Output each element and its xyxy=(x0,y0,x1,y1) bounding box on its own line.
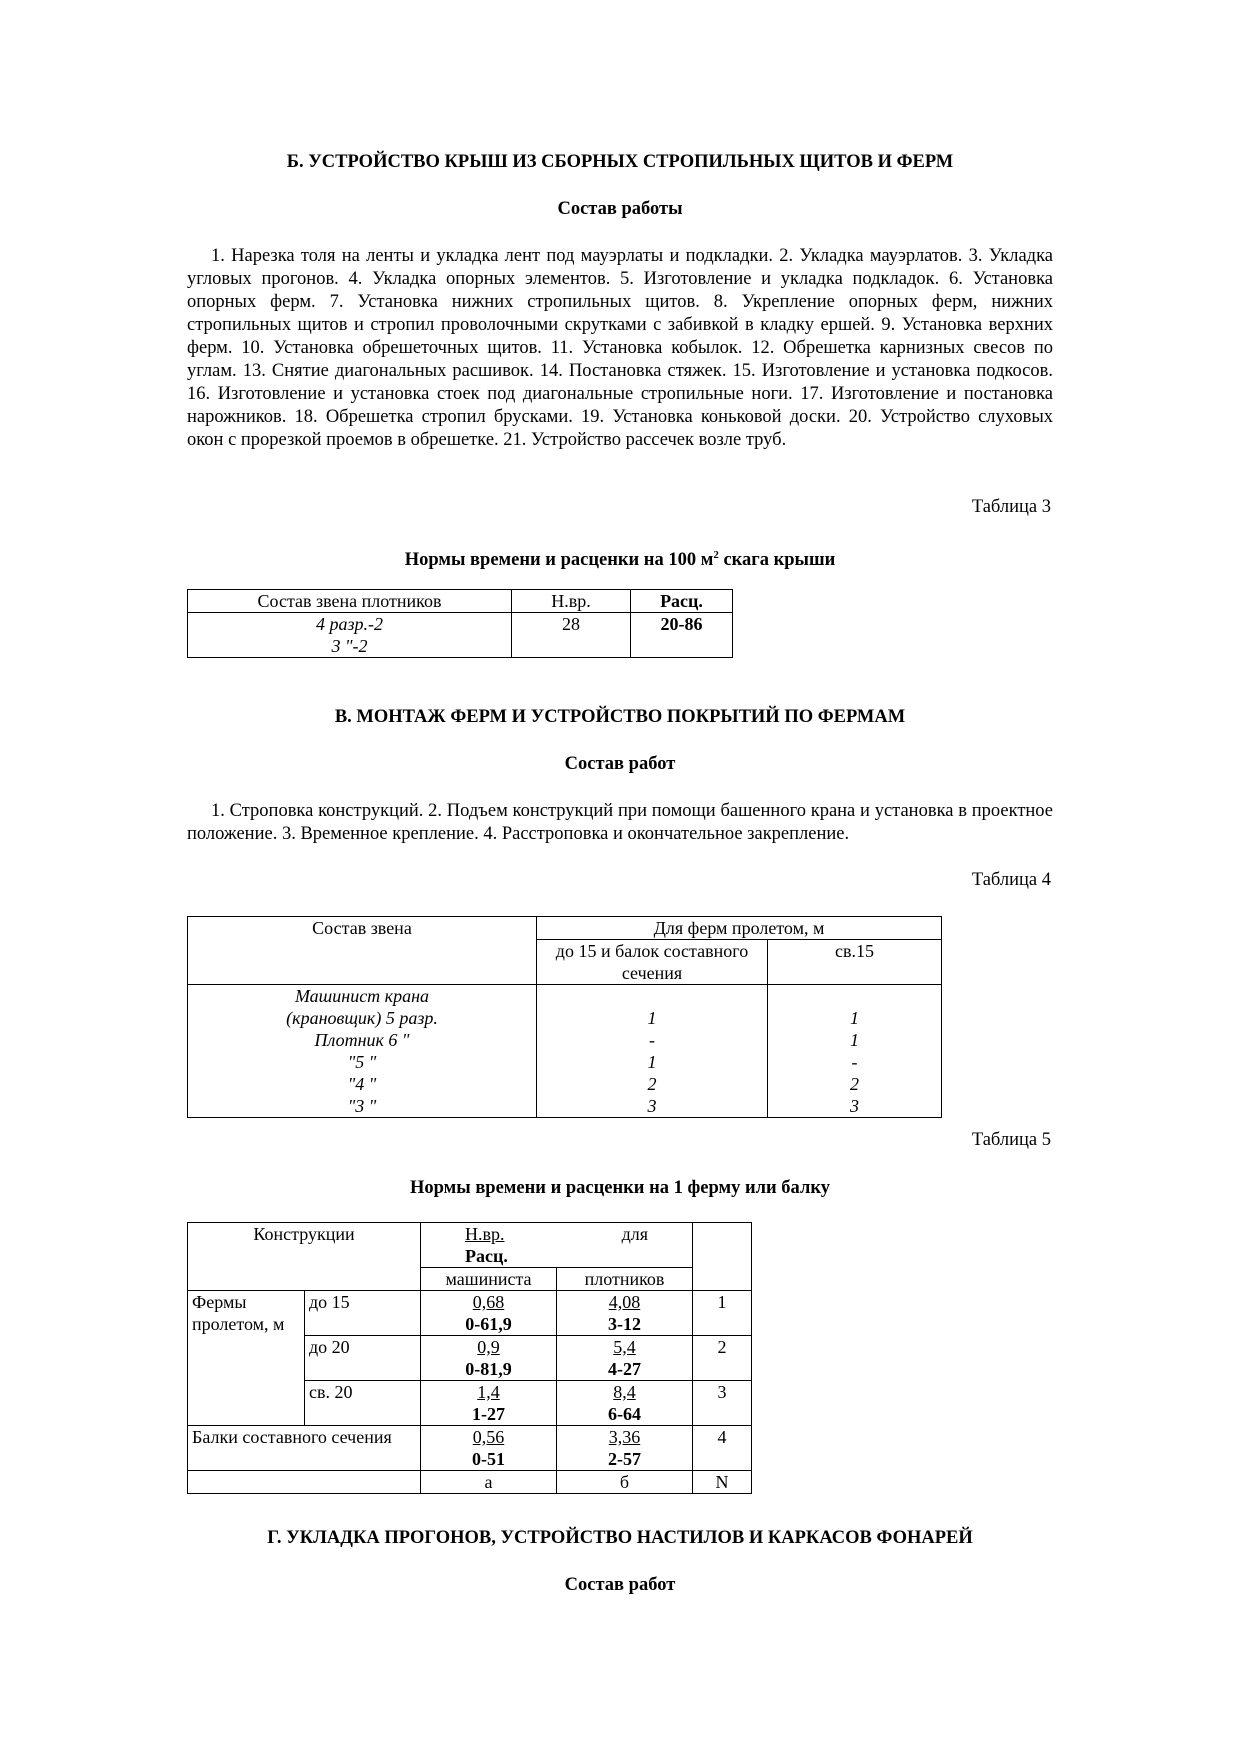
table5-header-carpenters: плотников xyxy=(557,1268,693,1291)
table4-row-name: "3 " xyxy=(347,1096,377,1116)
table4-row-name: "4 " xyxy=(347,1074,377,1094)
section-b-paragraph xyxy=(187,245,1053,452)
table4-crew-names xyxy=(188,985,537,1118)
table4-row-name: "5 " xyxy=(347,1052,377,1072)
table5-row2-carpenters xyxy=(557,1336,693,1381)
table5-header-norm-rate xyxy=(421,1223,693,1268)
table4-col1-value: 3 xyxy=(647,1096,657,1116)
table5-footer-a: а xyxy=(421,1471,557,1494)
table4-row-name: Машинист крана xyxy=(294,986,430,1006)
table4 xyxy=(187,916,942,1118)
table5-row2-c-norm: 5,4 xyxy=(613,1337,636,1357)
table5-row2-c-rate: 4-27 xyxy=(608,1359,641,1379)
table5-row1-machinist xyxy=(421,1291,557,1336)
section-b-text: 1. Нарезка толя на ленты и укладка лент под мауэрлаты и подкладки. 2. Укладка мауэрлатов. 3. Укладка угловых прогонов. 4. Укладка опорных элементов. 5. Изготовление и укладка подкладок. 6. Установка опорных ферм. 7. Установка нижних стропильных щитов. 8. Укрепление опорных ферм, нижних стропильных щитов и стропил проволочными скрутками с забивкой в кладку ершей. 9. Установка верхних ферм. 10. Установка обрешеточных щитов. 11. Установка кобылок. 12. Обрешетка карнизных свесов по углам. 13. Снятие диагональных расшивок. 14. Постановка стяжек. 15. Изготовление и установка подкосов. 16. Изготовление и установка стоек под диагональные стропильные ноги. 17. Изготовление и постановка нарожников. 18. Обрешетка стропил брусками. 19. Установка коньковой доски. 20. Устройство слуховых окон с прорезкой проемов в обрешетке. 21. Устройство рассечек возле труб. xyxy=(187,246,1053,450)
table5-row3-machinist xyxy=(421,1381,557,1426)
table5-row1-m-rate: 0-61,9 xyxy=(465,1314,512,1334)
table4-header-col1: до 15 и балок составного сечения xyxy=(537,940,768,985)
table5-beams-c-rate: 2-57 xyxy=(608,1449,641,1469)
table4-col2-value: - xyxy=(851,1052,858,1072)
table3-crew-cell xyxy=(188,613,512,658)
table5-beams-n: 4 xyxy=(693,1426,752,1471)
table5-beams-label: Балки составного сечения xyxy=(188,1426,421,1471)
table5-label: Таблица 5 xyxy=(971,1130,1051,1150)
table5-header-machinist: машиниста xyxy=(421,1268,557,1291)
table4-col1-value: 1 xyxy=(647,1052,657,1072)
table5-row2-span: до 20 xyxy=(305,1336,421,1381)
table4-col1-values xyxy=(537,985,768,1118)
table5-row2-machinist xyxy=(421,1336,557,1381)
table4-col2-value: 1 xyxy=(850,1030,859,1050)
table4-header-col2: св.15 xyxy=(768,940,942,985)
table5-beams-machinist xyxy=(421,1426,557,1471)
table4-header-span: Для ферм пролетом, м xyxy=(537,917,942,940)
section-b-title: Б. УСТРОЙСТВО КРЫШ ИЗ СБОРНЫХ СТРОПИЛЬНЫХ ЩИТОВ И ФЕРМ xyxy=(286,152,954,172)
table5-row1-c-rate: 3-12 xyxy=(608,1314,641,1334)
table5-header-norm: Н.вр. xyxy=(465,1224,505,1244)
table5-row1-m-norm: 0,68 xyxy=(472,1292,505,1312)
table5-row1-n: 1 xyxy=(693,1291,752,1336)
section-v-text: 1. Строповка конструкций. 2. Подъем конструкций при помощи башенного крана и установка в проектное положение. 3. Временное крепление. 4. Расстроповка и окончательное закрепление. xyxy=(187,801,1053,844)
table3-header-rate: Расц. xyxy=(631,590,733,613)
table4-label: Таблица 4 xyxy=(971,870,1051,890)
table5-row1-carpenters xyxy=(557,1291,693,1336)
table5-caption: Нормы времени и расценки на 1 ферму или балку xyxy=(410,1178,830,1198)
table3-caption-sup: 2 xyxy=(713,549,719,561)
table3-crew-line: 3 "-2 xyxy=(331,636,368,656)
table5-row3-m-norm: 1,4 xyxy=(477,1382,500,1402)
table3-norm: 28 xyxy=(512,613,631,658)
table5-row3-carpenters xyxy=(557,1381,693,1426)
table4-col1-value xyxy=(541,985,763,1007)
table3-rate: 20-86 xyxy=(631,613,733,658)
table5-row2-m-norm: 0,9 xyxy=(477,1337,500,1357)
table3-crew-line: 4 разр.-2 xyxy=(315,614,384,634)
table5-header-constructions: Конструкции xyxy=(188,1223,421,1291)
table4-col2-value: 2 xyxy=(850,1074,859,1094)
table4-row-name: (крановщик) 5 разр. xyxy=(286,1008,438,1028)
table5-header-for: для xyxy=(621,1224,648,1244)
table5-beams-c-norm: 3,36 xyxy=(608,1427,641,1447)
table4-col2-value: 1 xyxy=(850,1008,859,1028)
table4-col2-value: 3 xyxy=(850,1096,859,1116)
table4-col1-value: 2 xyxy=(647,1074,657,1094)
table5-row3-c-norm: 8,4 xyxy=(613,1382,636,1402)
table5-row1-c-norm: 4,08 xyxy=(608,1292,641,1312)
table5-row2-n: 2 xyxy=(693,1336,752,1381)
table5-row1-span: до 15 xyxy=(305,1291,421,1336)
table5-farms-label: Фермы пролетом, м xyxy=(188,1291,305,1426)
table4-col2-value xyxy=(772,985,937,1007)
table5-footer-blank xyxy=(188,1471,421,1494)
table3 xyxy=(187,589,733,658)
table3-caption xyxy=(187,543,1053,572)
table4-col1-value: - xyxy=(649,1030,655,1050)
table4-col1-value: 1 xyxy=(647,1008,657,1028)
section-g-subtitle: Состав работ xyxy=(564,1575,676,1595)
table4-header-crew: Состав звена xyxy=(188,917,537,985)
table5-header-blank-2 xyxy=(693,1268,752,1291)
table5-header-blank xyxy=(693,1223,752,1268)
table4-row-name: Плотник 6 " xyxy=(314,1030,410,1050)
section-v-title: В. МОНТАЖ ФЕРМ И УСТРОЙСТВО ПОКРЫТИЙ ПО ФЕРМАМ xyxy=(334,707,906,727)
table3-header-norm: Н.вр. xyxy=(512,590,631,613)
table5 xyxy=(187,1222,752,1494)
section-g-title: Г. УКЛАДКА ПРОГОНОВ, УСТРОЙСТВО НАСТИЛОВ И КАРКАСОВ ФОНАРЕЙ xyxy=(267,1528,973,1548)
table5-row3-span: св. 20 xyxy=(305,1381,421,1426)
table4-col2-values xyxy=(768,985,942,1118)
section-b-subtitle: Состав работы xyxy=(557,199,683,219)
table5-beams-m-rate: 0-51 xyxy=(472,1449,505,1469)
table5-header-rate: Расц. xyxy=(465,1246,508,1266)
table5-row3-c-rate: 6-64 xyxy=(608,1404,641,1424)
table3-caption-main: Нормы времени и расценки на 100 м xyxy=(404,550,714,571)
table5-footer-b: б xyxy=(557,1471,693,1494)
table3-header-crew: Состав звена плотников xyxy=(188,590,512,613)
table3-label: Таблица 3 xyxy=(971,497,1051,517)
table5-row2-m-rate: 0-81,9 xyxy=(465,1359,512,1379)
table5-beams-carpenters xyxy=(557,1426,693,1471)
section-v-paragraph xyxy=(187,800,1053,846)
section-v-subtitle: Состав работ xyxy=(564,754,676,774)
table5-beams-m-norm: 0,56 xyxy=(472,1427,505,1447)
table5-footer-n: N xyxy=(693,1471,752,1494)
table5-row3-n: 3 xyxy=(693,1381,752,1426)
table5-row3-m-rate: 1-27 xyxy=(472,1404,505,1424)
table3-caption-tail: скага крыши xyxy=(718,550,836,571)
